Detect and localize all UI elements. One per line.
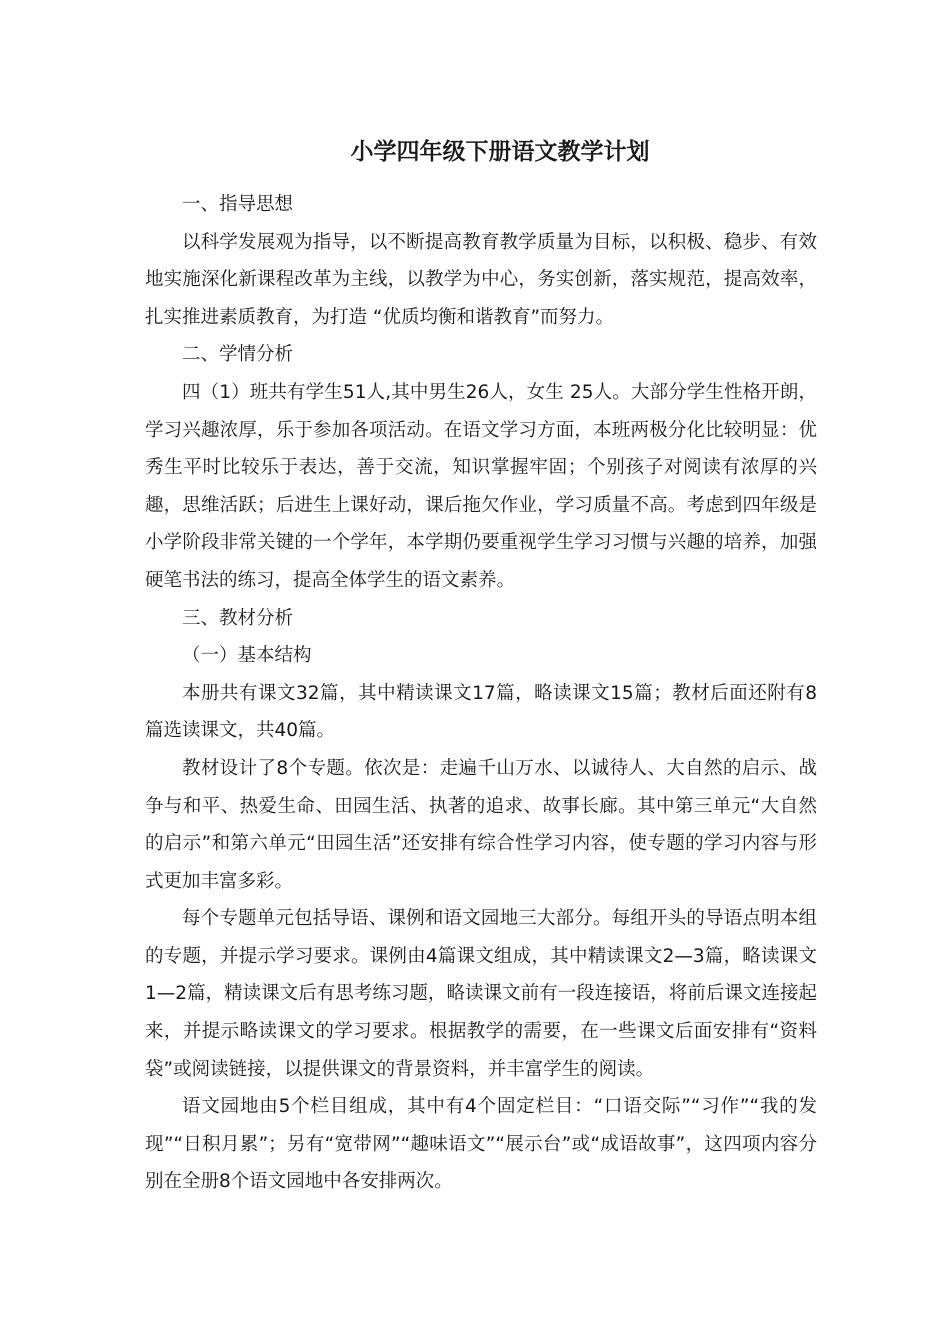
paragraph-student-analysis: 四（1）班共有学生51人,其中男生26人，女生 25人。大部分学生性格开朗，学习兴趣浓厚，乐于参加各项活动。在语文学习方面，本班两极分化比较明显：优秀生平时比较乐于表达，善于交流，知识掌握牢固；个别孩子对阅读有浓厚的兴趣，思维活跃；后进生上课好动，课后拖欠作业，学习质量不高。考虑到四年级是小学阶段非常关键的一个学年，本学期仍要重视学生学习习惯与兴趣的培养，加强硬笔书法的练习，提高全体学生的语文素养。 xyxy=(145,381,817,591)
paragraph-language-garden: 语文园地由5个栏目组成，其中有4个固定栏目：“口语交际”“习作”“我的发现”“日积月累”；另有“宽带网”“趣味语文”“展示台”或“成语故事”，这四项内容分别在全册8个语文园地中各安排两次。 xyxy=(145,1096,817,1193)
heading-textbook-analysis: 三、教材分析 xyxy=(182,607,294,629)
subheading-basic-structure: （一）基本结构 xyxy=(182,645,312,667)
heading-guiding-ideology: 一、指导思想 xyxy=(182,194,294,215)
paragraph-lesson-count: 本册共有课文32篇，其中精读课文17篇，略读课文15篇；教材后面还附有8篇选读课文，共40篇。 xyxy=(145,682,817,742)
paragraph-topics: 教材设计了8个专题。依次是：走遍千山万水、以诚待人、大自然的启示、战争与和平、热爱生命、田园生活、执著的追求、故事长廊。其中第三单元“大自然的启示”和第六单元“田园生活”还安排有综合性学习内容，使专题的学习内容与形式更加丰富多彩。 xyxy=(145,757,817,892)
paragraph-guiding-ideology: 以科学发展观为指导，以不断提高教育教学质量为目标，以积极、稳步、有效地实施深化新课程改革为主线，以教学为中心，务实创新，落实规范，提高效率，扎实推进素质教育，为打造 “优质均衡和谐教育”而努力。 xyxy=(145,231,817,328)
heading-student-analysis: 二、学情分析 xyxy=(182,344,294,366)
document-body xyxy=(145,186,817,1201)
paragraph-unit-structure: 每个专题单元包括导语、课例和语文园地三大部分。每组开头的导语点明本组的专题，并提示学习要求。课例由4篇课文组成，其中精读课文2—3篇，略读课文1—2篇，精读课文后有思考练习题，略读课文前有一段连接语，将前后课文连接起来，并提示略读课文的学习要求。根据教学的需要，在一些课文后面安排有“资料袋”或阅读链接，以提供课文的背景资料，并丰富学生的阅读。 xyxy=(145,908,817,1080)
document-title: 小学四年级下册语文教学计划 xyxy=(350,139,650,165)
